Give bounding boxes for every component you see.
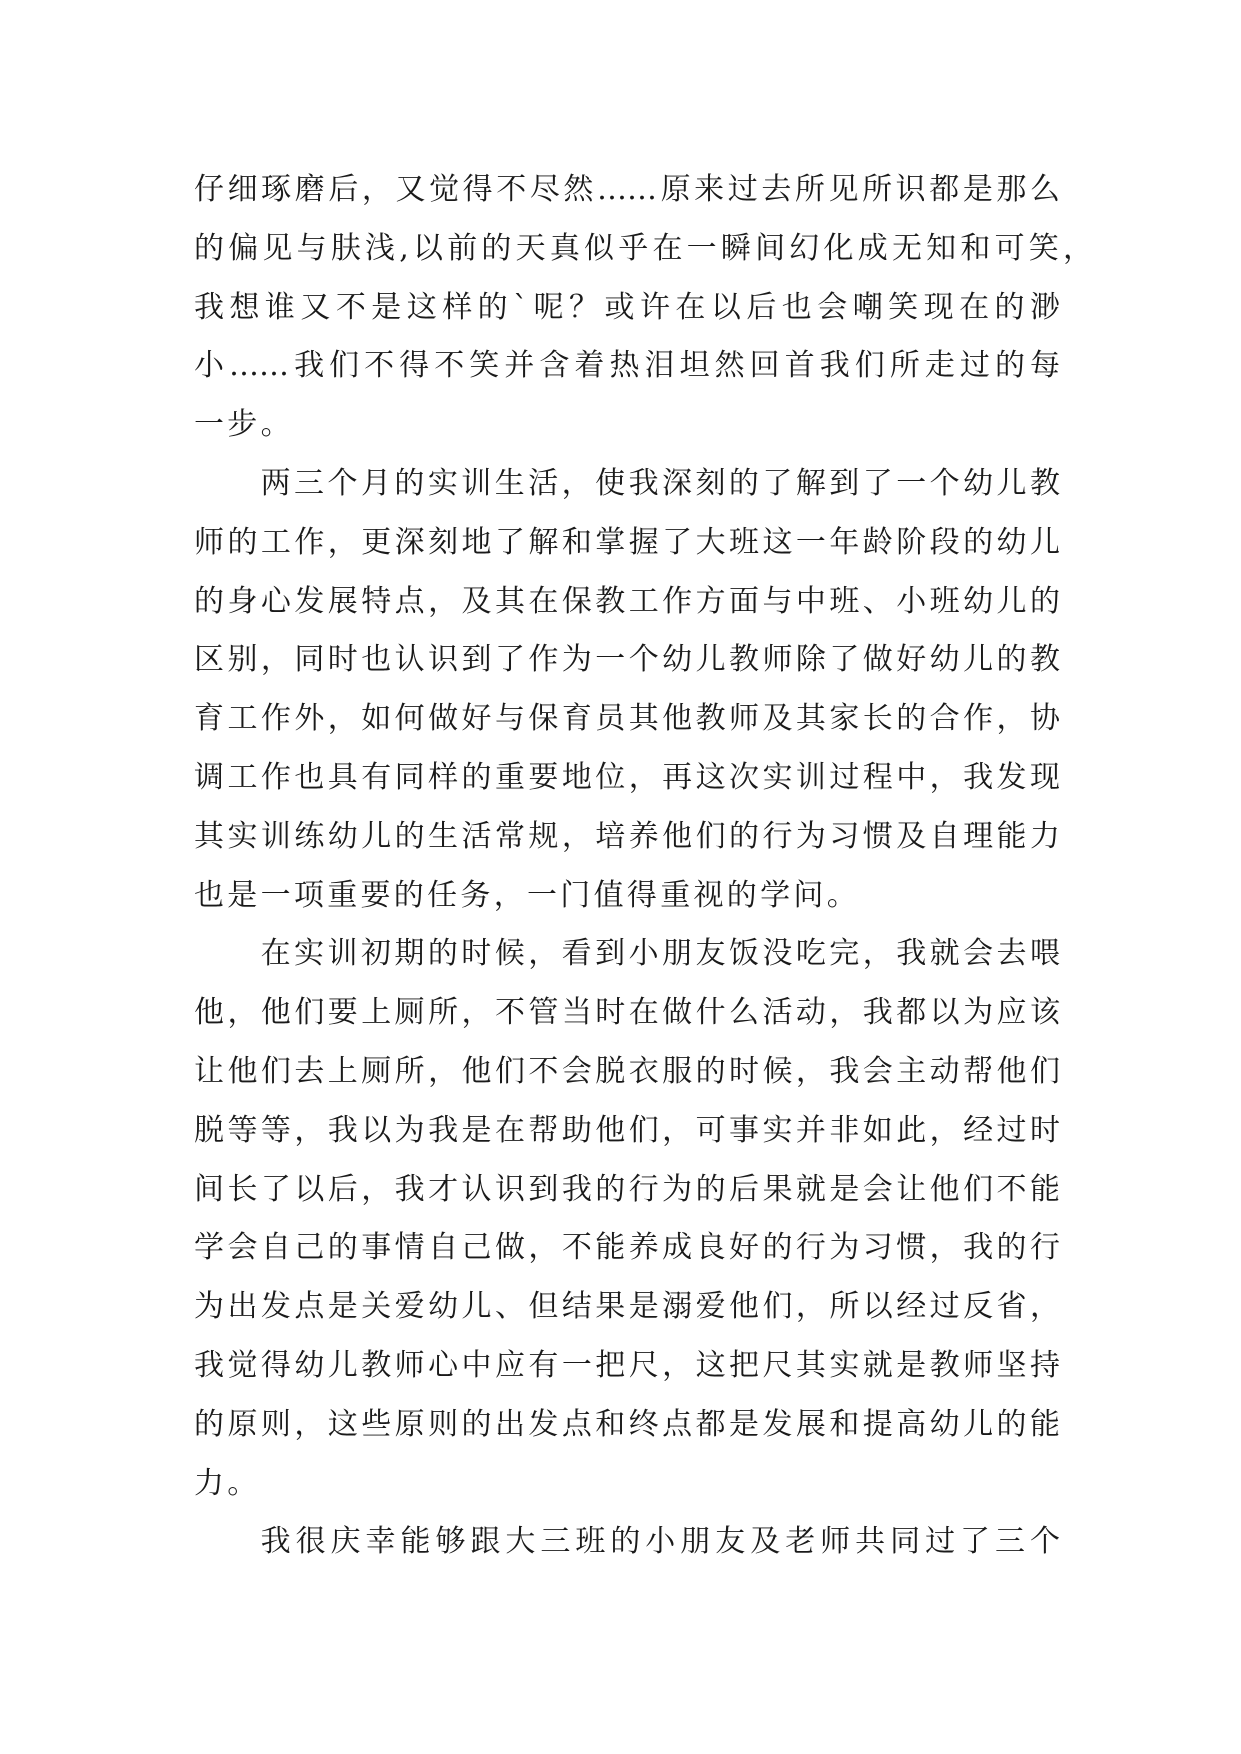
text-line: 力。 <box>194 1465 261 1501</box>
text-line: 学会自己的事情自己做，不能养成良好的行为习惯，我的行 <box>194 1230 1060 1266</box>
text-line: 一步。 <box>194 407 294 443</box>
text-line: 仔细琢磨后，又觉得不尽然……原来过去所见所识都是那么 <box>194 172 1060 207</box>
paragraph <box>194 455 1060 925</box>
text-line: 的原则，这些原则的出发点和终点都是发展和提高幼儿的能 <box>194 1406 1060 1442</box>
body-text <box>194 161 1093 1572</box>
text-line: 我觉得幼儿教师心中应有一把尺，这把尺其实就是教师坚持 <box>194 1347 1060 1383</box>
paragraph <box>194 1513 1060 1572</box>
text-line: 间长了以后，我才认识到我的行为的后果就是会让他们不能 <box>194 1171 1060 1207</box>
text-line: 让他们去上厕所，他们不会脱衣服的时候，我会主动帮他们 <box>194 1053 1060 1089</box>
text-line: 我想谁又不是这样的`呢？或许在以后也会嘲笑现在的渺 <box>194 289 1060 325</box>
text-line: 的身心发展特点，及其在保教工作方面与中班、小班幼儿的 <box>194 583 1060 619</box>
text-line: 的偏见与肤浅,以前的天真似乎在一瞬间幻化成无知和可笑， <box>194 230 1093 266</box>
text-line: 师的工作，更深刻地了解和掌握了大班这一年龄阶段的幼儿 <box>194 524 1060 560</box>
text-line: 两三个月的实训生活，使我深刻的了解到了一个幼儿教 <box>260 465 1060 501</box>
text-line: 小……我们不得不笑并含着热泪坦然回首我们所走过的每 <box>194 348 1060 384</box>
text-line: 他，他们要上厕所，不管当时在做什么活动，我都以为应该 <box>194 995 1060 1031</box>
paragraph <box>194 161 1093 455</box>
text-line: 也是一项重要的任务，一门值得重视的学问。 <box>194 877 860 913</box>
text-line: 脱等等，我以为我是在帮助他们，可事实并非如此，经过时 <box>194 1112 1060 1148</box>
text-line: 调工作也具有同样的重要地位，再这次实训过程中，我发现 <box>194 759 1060 795</box>
text-line: 其实训练幼儿的生活常规，培养他们的行为习惯及自理能力 <box>194 818 1060 854</box>
text-line: 区别，同时也认识到了作为一个幼儿教师除了做好幼儿的教 <box>194 642 1060 678</box>
text-line: 我很庆幸能够跟大三班的小朋友及老师共同过了三个 <box>260 1524 1060 1560</box>
paragraph <box>194 925 1060 1513</box>
text-line: 在实训初期的时候，看到小朋友饭没吃完，我就会去喂 <box>260 936 1060 972</box>
text-line: 育工作外，如何做好与保育员其他教师及其家长的合作，协 <box>194 701 1060 737</box>
text-line: 为出发点是关爱幼儿、但结果是溺爱他们，所以经过反省， <box>194 1289 1060 1325</box>
